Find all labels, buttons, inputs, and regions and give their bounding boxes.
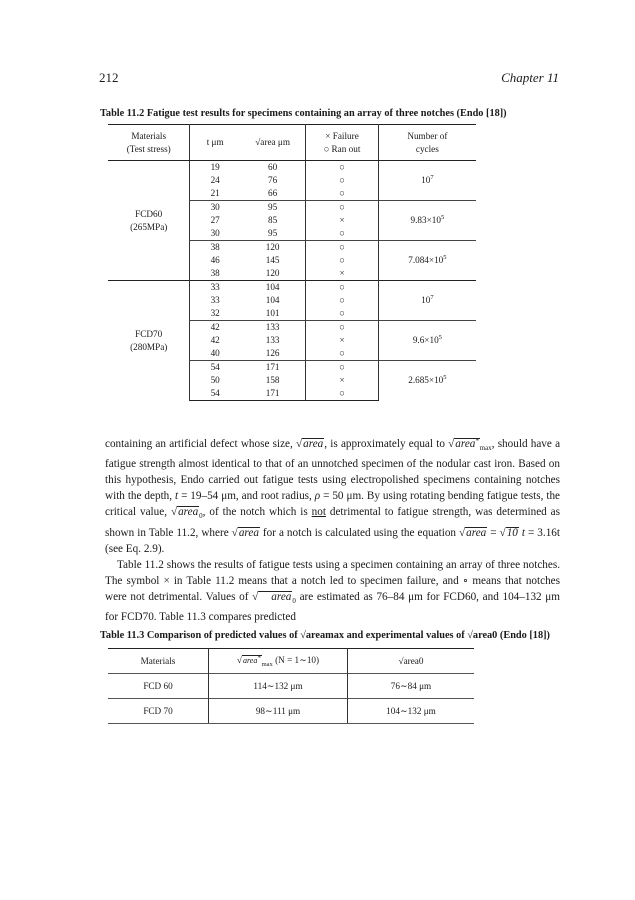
comparison-table bbox=[108, 648, 474, 724]
t-cell: 21 bbox=[210, 188, 220, 198]
area-cell: 95 bbox=[240, 201, 306, 215]
t-cell: 32 bbox=[210, 308, 220, 318]
fatigue-results-body bbox=[108, 161, 476, 401]
t-cell: 33 bbox=[190, 281, 240, 295]
table-row bbox=[108, 674, 474, 699]
t2-col-predicted: √area*$_{max}$ (N = 1∼10) bbox=[209, 649, 348, 674]
t-cell: 30 bbox=[190, 201, 240, 215]
cycles-cell: $10^7$ bbox=[378, 281, 476, 321]
comparison-body bbox=[108, 674, 474, 724]
result-symbol-cell: ○ bbox=[306, 161, 378, 175]
t2-col-materials: Materials bbox=[108, 649, 209, 674]
result-symbol-cell: ○ bbox=[306, 201, 378, 215]
table-row bbox=[108, 281, 476, 295]
result-symbol-cell: ○ bbox=[306, 294, 378, 307]
area-cell: 104 bbox=[240, 281, 306, 295]
t-cell: 33 bbox=[210, 295, 220, 305]
t-cell: 42 bbox=[190, 321, 240, 335]
paragraph-1: containing an artificial defect whose size, √area, is approximately equal to √area*$_{max}$, should have a fatigue strength almost identical to that of an unnotched specimen of the nodular cast iron. Based on this hypothesis, Endo carried out fatigue tests using electropolished specimens containing notches with the depth, t = 19–54 μm, and root radius, ρ = 50 μm. By using rotating bending fatigue tests, the critical value, √area$_0$, of the notch which is not detrimental to fatigue strength, was determined as shown in Table 11.2, where √area for a notch is calculated using the equation √area = √10 t = 3.16t (see Eq. 2.9). bbox=[105, 437, 561, 555]
area-cell: 158 bbox=[240, 374, 306, 387]
area-cell: 126 bbox=[240, 347, 306, 361]
page-number: 212 bbox=[99, 70, 119, 85]
table-row bbox=[108, 699, 474, 724]
material-cell: FCD 70 bbox=[108, 699, 209, 724]
result-symbol-cell: ○ bbox=[306, 281, 378, 295]
t-cell: 42 bbox=[210, 335, 220, 345]
result-symbol-cell: ○ bbox=[306, 321, 378, 335]
result-symbol-cell: ○ bbox=[306, 347, 378, 361]
body-text bbox=[105, 436, 560, 625]
t-cell: 50 bbox=[210, 375, 220, 385]
area-cell: 60 bbox=[240, 161, 306, 175]
t-cell: 54 bbox=[190, 361, 240, 375]
area-cell: 76 bbox=[240, 174, 306, 187]
cycles-cell: $9.6\times 10^5$ bbox=[378, 321, 476, 361]
result-symbol-cell: ○ bbox=[306, 307, 378, 321]
area-cell: 66 bbox=[240, 187, 306, 201]
area-cell: 104 bbox=[240, 294, 306, 307]
result-symbol-cell: × bbox=[306, 334, 378, 347]
result-symbol-cell: × bbox=[306, 374, 378, 387]
result-symbol-cell: ○ bbox=[306, 387, 378, 401]
result-symbol-cell: × bbox=[306, 267, 378, 281]
predicted-cell: 98∼111 μm bbox=[209, 699, 348, 724]
area-cell: 85 bbox=[240, 214, 306, 227]
experimental-cell: 76∼84 μm bbox=[348, 674, 475, 699]
t-cell: 38 bbox=[190, 241, 240, 255]
cycles-cell: $9.83\times 10^5$ bbox=[378, 201, 476, 241]
col-materials: Materials (Test stress) bbox=[108, 125, 190, 161]
t-cell: 19 bbox=[190, 161, 240, 175]
t-cell: 38 bbox=[210, 268, 220, 278]
t-cell: 24 bbox=[210, 175, 220, 185]
t-cell: 27 bbox=[210, 215, 220, 225]
result-symbol-cell: ○ bbox=[306, 361, 378, 375]
chapter-label: Chapter 11 bbox=[501, 70, 559, 85]
result-symbol-cell: ○ bbox=[306, 227, 378, 241]
area-cell: 145 bbox=[240, 254, 306, 267]
material-cell: FCD60 (265MPa) bbox=[108, 161, 190, 281]
t-cell: 46 bbox=[210, 255, 220, 265]
t-cell: 30 bbox=[210, 228, 220, 238]
result-symbol-cell: ○ bbox=[306, 241, 378, 255]
material-cell: FCD70 (280MPa) bbox=[108, 281, 190, 401]
t-cell: 40 bbox=[210, 348, 220, 358]
area-cell: 133 bbox=[240, 321, 306, 335]
area-cell: 101 bbox=[240, 307, 306, 321]
area-cell: 120 bbox=[240, 267, 306, 281]
t-cell: 54 bbox=[190, 387, 240, 401]
material-cell: FCD 60 bbox=[108, 674, 209, 699]
fatigue-results-table bbox=[108, 124, 476, 401]
predicted-cell: 114∼132 μm bbox=[209, 674, 348, 699]
paragraph-2: Table 11.2 shows the results of fatigue tests using a specimen containing an array of three notches. The symbol × in Table 11.2 means that a notch led to specimen failure, and ∘ means that notches were not detrimental. Values of √ area$_0$ are estimated as 76–84 μm for FCD60, and 104–132 μm for FCD70. Table 11.3 compares predicted bbox=[105, 558, 561, 624]
col-failure: × Failure ○ Ran out bbox=[306, 125, 378, 161]
area-cell: 171 bbox=[240, 387, 306, 401]
experimental-cell: 104∼132 μm bbox=[348, 699, 475, 724]
area-cell: 171 bbox=[240, 361, 306, 375]
math-sqrt-area: √area bbox=[296, 438, 324, 450]
cycles-cell: $7.084\times 10^5$ bbox=[378, 241, 476, 281]
result-symbol-cell: ○ bbox=[306, 187, 378, 201]
area-cell: 133 bbox=[240, 334, 306, 347]
area-cell: 120 bbox=[240, 241, 306, 255]
col-t: t μm bbox=[190, 125, 240, 161]
cycles-cell: $10^7$ bbox=[378, 161, 476, 201]
col-area: √area μm bbox=[240, 125, 306, 161]
area-cell: 95 bbox=[240, 227, 306, 241]
result-symbol-cell: ○ bbox=[306, 174, 378, 187]
table2-caption: Table 11.3 Comparison of predicted values of √areamax and experimental values of √area0 (Endo [18]) bbox=[100, 630, 550, 641]
result-symbol-cell: ○ bbox=[306, 254, 378, 267]
col-cycles: Number of cycles bbox=[378, 125, 476, 161]
table1-caption: Table 11.2 Fatigue test results for specimens containing an array of three notches (Endo [18]) bbox=[100, 108, 507, 119]
table-row bbox=[108, 161, 476, 175]
result-symbol-cell: × bbox=[306, 214, 378, 227]
cycles-cell: $2.685\times 10^5$ bbox=[378, 361, 476, 401]
t2-col-experimental: √area0 bbox=[348, 649, 475, 674]
